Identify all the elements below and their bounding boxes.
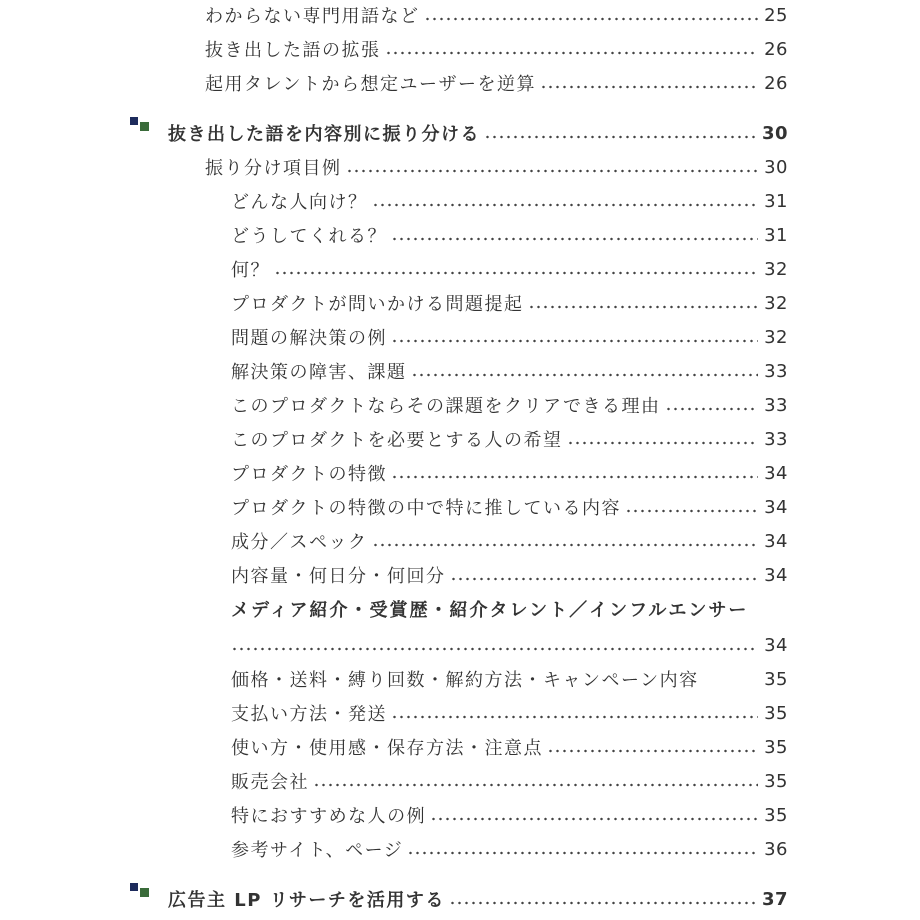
toc-subentry[interactable] [231,800,788,830]
toc-subentry[interactable] [231,766,788,796]
leader-dots [391,339,758,343]
toc-subentry-title: 特におすすめな人の例 [231,806,427,827]
toc-subentry-title: 参考サイト、ページ [231,840,404,861]
toc-entry-title: 起用タレントから想定ユーザーを逆算 [205,74,537,95]
toc-entry-page: 25 [764,4,788,26]
toc-entry[interactable] [205,0,788,30]
toc-subentry-page: 34 [764,634,788,656]
toc-section-title: 抜き出した語を内容別に振り分ける [168,124,480,145]
toc-entry-page: 30 [764,156,788,178]
leader-dots [391,237,758,241]
leader-dots [231,647,758,651]
toc-subentry-page: 35 [764,668,788,690]
leader-dots [411,373,759,377]
leader-dots [372,203,759,207]
leader-dots [346,169,759,173]
toc-subentry-page: 31 [764,190,788,212]
toc-subentry[interactable] [231,220,788,250]
leader-dots [450,577,759,581]
toc-subentry[interactable] [231,254,788,284]
toc-entry[interactable] [205,152,788,182]
toc-subentry-page: 34 [764,462,788,484]
toc-subentry-title: 何？ [231,260,270,281]
toc-subentry[interactable] [231,322,788,352]
toc-subentry-title: プロダクトが問いかける問題提起 [231,294,524,315]
toc-section[interactable] [168,884,788,914]
leader-dots [313,783,758,787]
toc-subentry[interactable] [231,390,788,420]
leader-dots [540,85,758,89]
toc-subentry-title: 問題の解決策の例 [231,328,387,349]
leader-dots [567,441,759,445]
toc-subentry-title: メディア紹介・受賞歴・紹介タレント／インフルエンサー [231,600,749,621]
leader-dots [407,851,758,855]
leader-dots [391,715,758,719]
toc-subentry[interactable] [231,424,788,454]
toc-entry-page: 26 [764,72,788,94]
toc-subentry-title: 使い方・使用感・保存方法・注意点 [231,738,543,759]
toc-subentry-title: プロダクトの特徴の中で特に推している内容 [231,498,621,519]
leader-dots [385,51,759,55]
toc-subentry-title: どんな人向け？ [231,192,368,213]
toc-subentry-title: 解決策の障害、課題 [231,362,407,383]
toc-subentry-title: このプロダクトを必要とする人の希望 [231,430,563,451]
leader-dots [625,509,758,513]
toc-subentry[interactable] [231,732,788,762]
toc-subentry[interactable] [231,526,788,556]
toc-entry-title: わからない専門用語など [205,6,420,27]
leader-dots [484,135,756,139]
toc-subentry-page: 35 [764,804,788,826]
toc-subentry-page: 35 [764,702,788,724]
toc-subentry-page: 33 [764,428,788,450]
toc-subentry[interactable] [231,560,788,590]
toc-subentry[interactable] [231,834,788,864]
toc-section-page: 37 [761,888,788,910]
toc-subentry-title: プロダクトの特徴 [231,464,387,485]
leader-dots [703,681,758,685]
toc-subentry[interactable] [231,492,788,522]
toc-entry-title: 抜き出した語の拡張 [205,40,381,61]
section-bullet-icon [130,883,150,897]
toc-subentry-title: 支払い方法・発送 [231,704,387,725]
toc-section-page: 30 [761,122,788,144]
toc-subentry-page: 32 [764,326,788,348]
toc-subentry[interactable] [231,356,788,386]
leader-dots [547,749,758,753]
toc-section-title: 広告主 LP リサーチを活用する [168,890,445,911]
leader-dots [449,901,756,905]
toc-subentry-title: 販売会社 [231,772,309,793]
toc-subentry-page: 35 [764,736,788,758]
toc-subentry-page: 34 [764,564,788,586]
toc-subentry-page: 32 [764,258,788,280]
toc-subentry[interactable] [231,458,788,488]
toc-entry[interactable] [205,68,788,98]
toc-subentry[interactable] [231,186,788,216]
toc-subentry[interactable] [231,698,788,728]
toc-subentry-page: 36 [764,838,788,860]
toc-subentry-title: 成分／スペック [231,532,368,553]
toc-subentry-continuation[interactable] [231,630,788,660]
leader-dots [430,817,758,821]
toc-section[interactable] [168,118,788,148]
leader-dots [528,305,759,309]
leader-dots [274,271,758,275]
toc-subentry-page: 33 [764,394,788,416]
toc-subentry-title: どうしてくれる？ [231,226,387,247]
toc-entry-title: 振り分け項目例 [205,158,342,179]
toc-subentry-title: 内容量・何日分・何回分 [231,566,446,587]
toc-subentry[interactable] [231,664,788,694]
toc-subentry[interactable] [231,594,800,624]
leader-dots [391,475,758,479]
toc-subentry-page: 34 [764,496,788,518]
section-bullet-icon [130,117,150,131]
toc-subentry-page: 32 [764,292,788,314]
toc-entry-page: 26 [764,38,788,60]
leader-dots [665,407,759,411]
leader-dots [372,543,759,547]
leader-dots [424,17,759,21]
toc-entry[interactable] [205,34,788,64]
toc-subentry-page: 34 [764,530,788,552]
toc-subentry-title: 価格・送料・縛り回数・解約方法・キャンペーン内容 [231,670,699,691]
toc-subentry-page: 33 [764,360,788,382]
toc-subentry-page: 31 [764,224,788,246]
toc-subentry-title: このプロダクトならその課題をクリアできる理由 [231,396,661,417]
toc-subentry[interactable] [231,288,788,318]
toc-subentry-page: 35 [764,770,788,792]
